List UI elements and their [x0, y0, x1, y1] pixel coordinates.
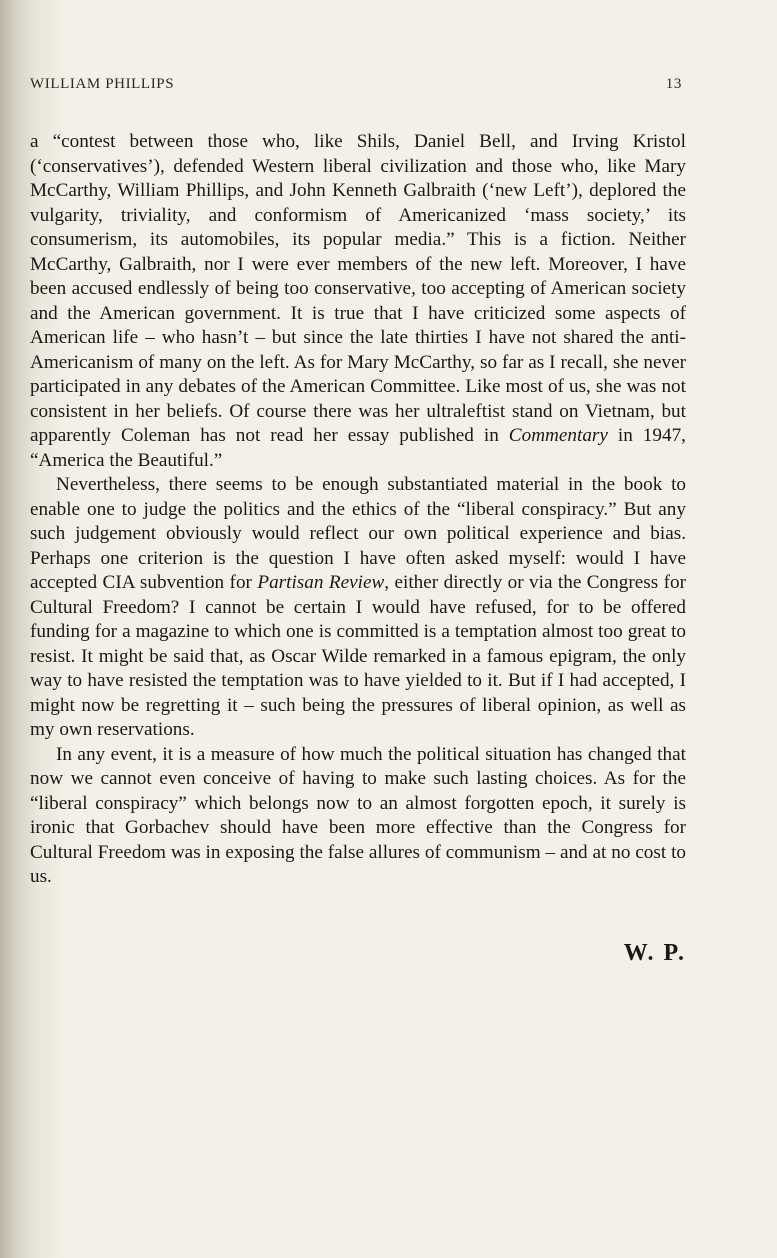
paragraph-1-italic-title: Commentary: [508, 425, 608, 446]
paragraph-3-text-1: In any event, it is a measure of how much the political situation has changed that now we cannot even conceive of having to make such lasting choices. As for the “liberal conspiracy” which belongs now to an almost forgotten epoch, it surely is ironic that Gorbachev should have been more effective than the Congress for Cultural Freedom was in exposing the false allures of communism – and at no cost to us.: [30, 743, 686, 887]
page-number: 13: [665, 76, 682, 92]
running-head-title: WILLIAM PHILLIPS: [30, 76, 175, 92]
author-signature: W. P.: [623, 940, 686, 966]
paragraph-2-italic-title: Partisan Review: [257, 572, 385, 593]
paragraph-2-text-2: , either directly or via the Congress for Cultural Freedom? I cannot be certain I would have refused, for to be offered funding for a magazine to which one is committed is a temptation almost too great to resist. It might be said that, as Oscar Wilde remarked in a famous epigram, the only way to have resisted the temptation was to have yielded to it. But if I had accepted, I might now be regretting it – such being the pressures of liberal opinion, as well as my own reservations.: [30, 572, 686, 740]
body-text: [30, 130, 686, 890]
paragraph-3: [30, 743, 686, 890]
paragraph-1-text-2: in 1947, “America the Beautiful.”: [30, 425, 686, 471]
paragraph-2-text-1: Nevertheless, there seems to be enough substantiated material in the book to enable one to judge the politics and the ethics of the “liberal conspiracy.” But any such judgement obviously would reflect our own political experience and bias. Perhaps one criterion is the question I have often asked myself: would I have accepted CIA subvention for: [30, 474, 686, 593]
paragraph-2: [30, 473, 686, 743]
paragraph-1-text-1: a “contest between those who, like Shils, Daniel Bell, and Irving Kristol (‘conservatives’), defended Western liberal civilization and those who, like Mary McCarthy, William Phillips, and John Kenneth Galbraith (‘new Left’), deplored the vulgarity, triviality, and conformism of Americanized ‘mass society,’ its consumerism, its automobiles, its popular media.” This is a fiction. Neither McCarthy, Galbraith, nor I were ever members of the new left. Moreover, I have been accused endlessly of being too conservative, too accepting of American society and the American government. It is true that I have criticized some aspects of American life – who hasn’t – but since the late thirties I have not shared the anti-Americanism of many on the left. As for Mary McCarthy, so far as I recall, she never participated in any debates of the American Committee. Like most of us, she was not consistent in her beliefs. Of course there was her ultraleftist stand on Vietnam, but apparently Coleman has not read her essay published in: [30, 131, 686, 446]
paragraph-1: [30, 130, 686, 473]
